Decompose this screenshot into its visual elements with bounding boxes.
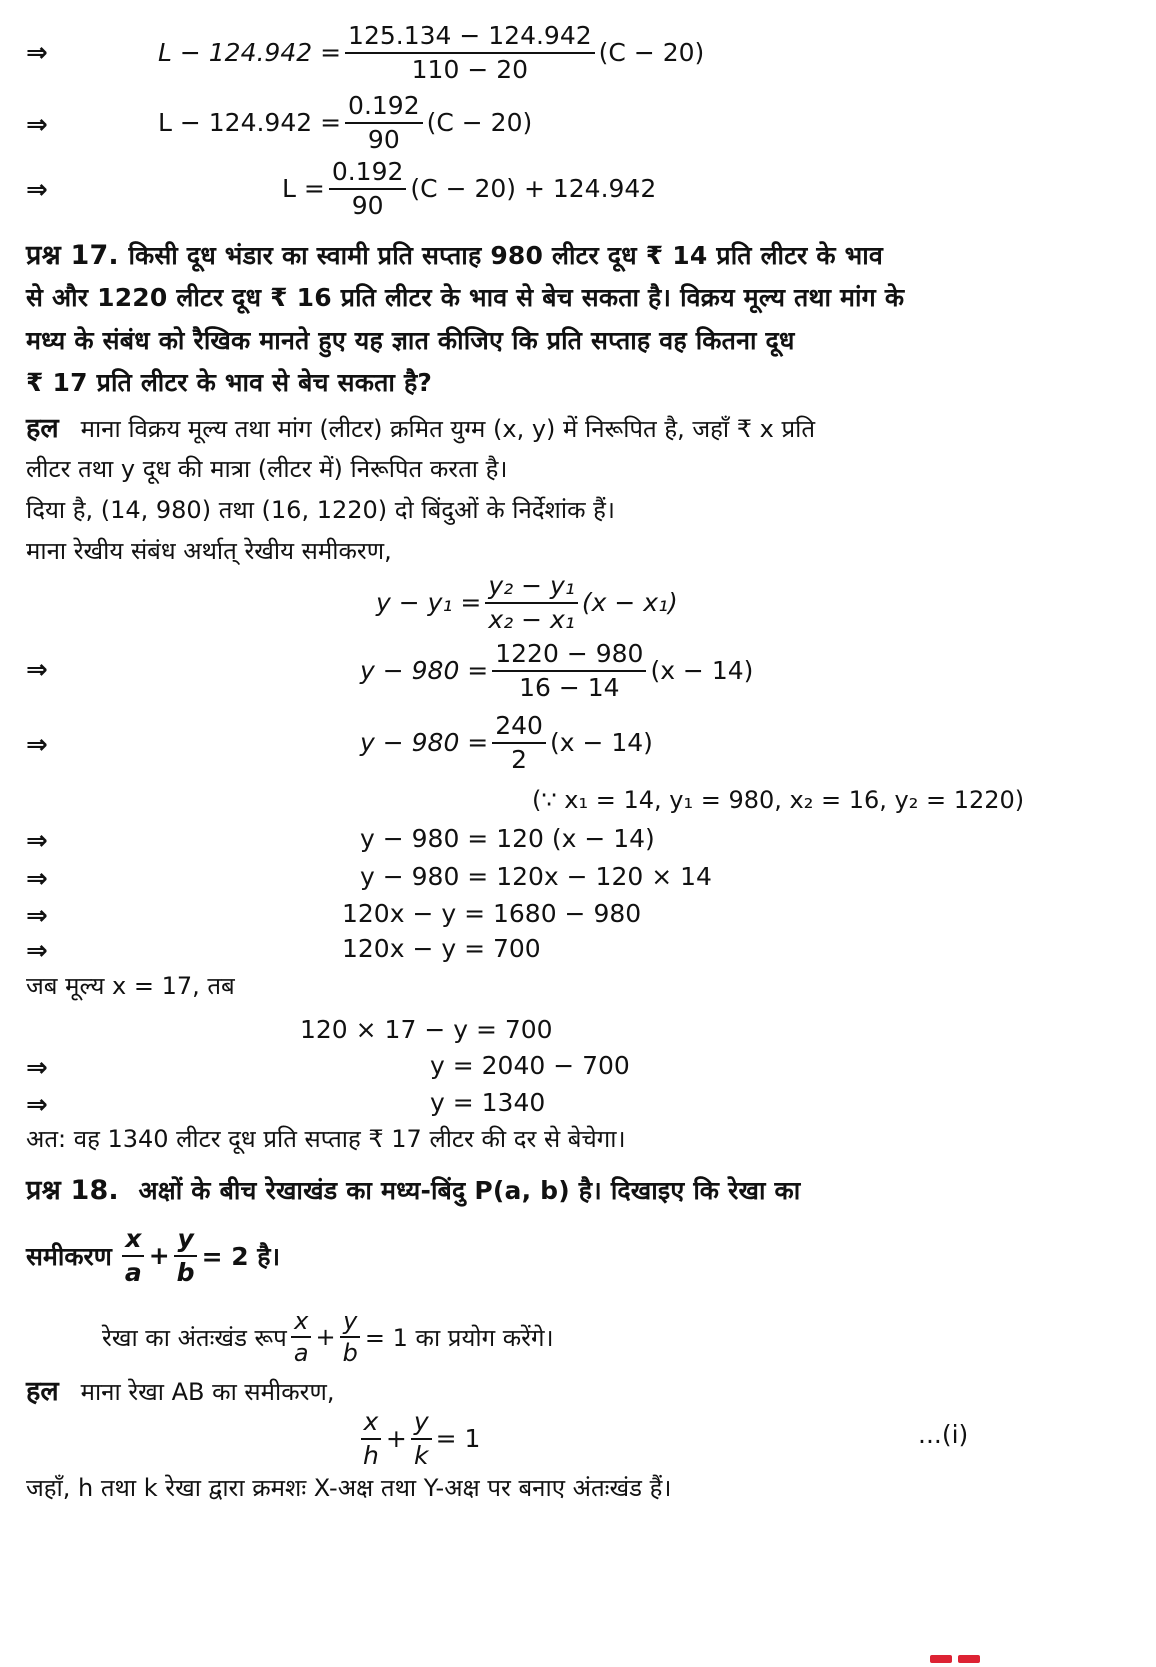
equation-line: y − 980 = 120 (x − 14) (360, 824, 655, 853)
intercept-form-equation (356, 1408, 480, 1469)
implies-arrow: ⇒ (26, 1053, 48, 1083)
fraction-denominator: 16 − 14 (519, 672, 620, 702)
implies-arrow: ⇒ (26, 38, 48, 68)
fraction-numerator: y (174, 1225, 196, 1257)
solution-text: माना विक्रय मूल्य तथा मांग (लीटर) क्रमित युग्म (x, y) में निरूपित है, जहाँ ₹ x प्रति (80, 415, 816, 443)
equation-lhs: L − 124.942 = (158, 38, 342, 67)
implies-arrow: ⇒ (26, 826, 48, 856)
solution-17-line-4: माना रेखीय संबंध अर्थात् रेखीय समीकरण, (26, 537, 392, 565)
when-line: जब मूल्य x = 17, तब (26, 972, 235, 1000)
fraction (340, 1308, 361, 1367)
question-17-line-3: मध्य के संबंध को रैखिक मानते हुए यह ज्ञात कीजिए कि प्रति सप्ताह वह कितना दूध (26, 326, 795, 355)
plus-sign: + (315, 1323, 336, 1352)
fraction (291, 1308, 312, 1367)
fraction-denominator: 2 (511, 744, 528, 774)
solution-17-line-1 (26, 413, 815, 445)
hint-text: = 1 का प्रयोग करेंगे। (364, 1323, 554, 1352)
equation-lhs: L = (282, 174, 325, 203)
question-text: अक्षों के बीच रेखाखंड का मध्य-बिंदु P(a, b) है। दिखाइए कि रेखा का (138, 1176, 801, 1205)
implies-arrow: ⇒ (26, 936, 48, 966)
question-label: प्रश्न 18. (26, 1175, 119, 1206)
implies-arrow: ⇒ (26, 175, 48, 205)
equation-line: y = 2040 − 700 (430, 1051, 630, 1080)
fraction-denominator: 110 − 20 (411, 54, 529, 84)
page-corner-mark (930, 1648, 990, 1656)
fraction-numerator: x (291, 1308, 311, 1338)
implies-arrow: ⇒ (26, 655, 48, 685)
implies-arrow: ⇒ (26, 901, 48, 931)
fraction-denominator: x₂ − x₁ (488, 604, 575, 634)
equation-rhs: (x − x₁) (581, 588, 678, 617)
equation-lhs: y − 980 = (360, 728, 489, 757)
equation-rhs: (x − 14) (549, 728, 653, 757)
equation-line (360, 640, 753, 701)
equation-line: 120 × 17 − y = 700 (300, 1015, 553, 1044)
question-17-line-2: से और 1220 लीटर दूध ₹ 16 प्रति लीटर के भाव से बेच सकता है। विक्रय मूल्य तथा मांग के (26, 283, 905, 312)
solution-label: हल (26, 1376, 59, 1407)
fraction-denominator: k (413, 1440, 429, 1470)
solution-17-line-2: लीटर तथा y दूध की मात्रा (लीटर में) निरूपित करता है। (26, 455, 508, 483)
implies-arrow: ⇒ (26, 1090, 48, 1120)
fraction-denominator: h (363, 1440, 379, 1470)
solution-text: माना रेखा AB का समीकरण, (80, 1378, 335, 1406)
fraction-numerator: x (122, 1225, 144, 1257)
fraction (345, 92, 423, 153)
equation-line: 120x − y = 700 (342, 934, 541, 963)
solution-17-line-3: दिया है, (14, 980) तथा (16, 1220) दो बिंदुओं के निर्देशांक हैं। (26, 496, 615, 524)
equation-line (158, 22, 704, 83)
fraction-numerator: 1220 − 980 (492, 640, 646, 672)
implies-arrow: ⇒ (26, 730, 48, 760)
implies-arrow: ⇒ (26, 864, 48, 894)
equation-line: 120x − y = 1680 − 980 (342, 899, 642, 928)
fraction (411, 1408, 432, 1469)
equation-lhs: y − y₁ = (376, 588, 482, 617)
conclusion-line: अत: वह 1340 लीटर दूध प्रति सप्ताह ₹ 17 लीटर की दर से बेचेगा। (26, 1125, 626, 1153)
fraction-denominator: 90 (367, 124, 400, 154)
fraction (345, 22, 595, 83)
equation-rhs: = 1 (435, 1424, 481, 1453)
plus-sign: + (148, 1241, 170, 1270)
equation-rhs: (C − 20) + 124.942 (410, 174, 657, 203)
fraction-numerator: 0.192 (345, 92, 423, 124)
fraction (122, 1225, 145, 1286)
fraction-numerator: x (361, 1408, 382, 1440)
question-text: समीकरण (26, 1241, 112, 1271)
fraction-numerator: y₂ − y₁ (485, 572, 577, 604)
fraction (492, 640, 646, 701)
hint-text: रेखा का अंतःखंड रूप (102, 1323, 287, 1352)
fraction (329, 158, 407, 219)
fraction-denominator: a (293, 1339, 309, 1368)
equation-lhs: y − 980 = (360, 656, 489, 685)
question-17-line-1 (26, 240, 883, 272)
fraction-denominator: b (176, 1257, 195, 1287)
fraction (492, 712, 546, 773)
fraction-numerator: y (411, 1408, 432, 1440)
fraction-numerator: 0.192 (329, 158, 407, 190)
fraction (174, 1225, 198, 1286)
fraction-denominator: 90 (351, 190, 384, 220)
equation-rhs: (C − 20) (426, 108, 533, 137)
substitution-note: (∵ x₁ = 14, y₁ = 980, x₂ = 16, y₂ = 1220) (532, 786, 1025, 814)
equation-line: y − 980 = 120x − 120 × 14 (360, 862, 712, 891)
equation-rhs: (x − 14) (650, 656, 754, 685)
question-17-line-4: ₹ 17 प्रति लीटर के भाव से बेच सकता है? (26, 368, 433, 397)
question-text: = 2 है। (201, 1241, 281, 1271)
equation-line (360, 712, 653, 773)
question-18-line-1 (26, 1175, 800, 1207)
question-text: किसी दूध भंडार का स्वामी प्रति सप्ताह 980 लीटर दूध ₹ 14 प्रति लीटर के भाव (128, 241, 883, 270)
fraction-numerator: 125.134 − 124.942 (345, 22, 595, 54)
solution-label: हल (26, 413, 59, 444)
implies-arrow: ⇒ (26, 110, 48, 140)
two-point-form-equation (376, 572, 678, 633)
solution-18-line-1 (26, 1376, 334, 1408)
fraction-denominator: a (124, 1257, 142, 1287)
solution-18-line-2: जहाँ, h तथा k रेखा द्वारा क्रमशः X-अक्ष तथा Y-अक्ष पर बनाए अंतःखंड हैं। (26, 1474, 672, 1502)
fraction (485, 572, 577, 633)
equation-lhs: L − 124.942 = (158, 108, 342, 137)
question-18-line-2 (26, 1225, 280, 1286)
fraction-denominator: b (342, 1339, 358, 1368)
fraction-numerator: y (340, 1308, 360, 1338)
hint-line (102, 1308, 554, 1367)
equation-line (158, 92, 532, 153)
fraction-numerator: 240 (492, 712, 546, 744)
equation-rhs: (C − 20) (598, 38, 705, 67)
equation-line: y = 1340 (430, 1088, 546, 1117)
fraction (360, 1408, 382, 1469)
question-label: प्रश्न 17. (26, 240, 119, 271)
plus-sign: + (385, 1424, 407, 1453)
equation-line (282, 158, 656, 219)
equation-tag: ...(i) (918, 1420, 969, 1449)
